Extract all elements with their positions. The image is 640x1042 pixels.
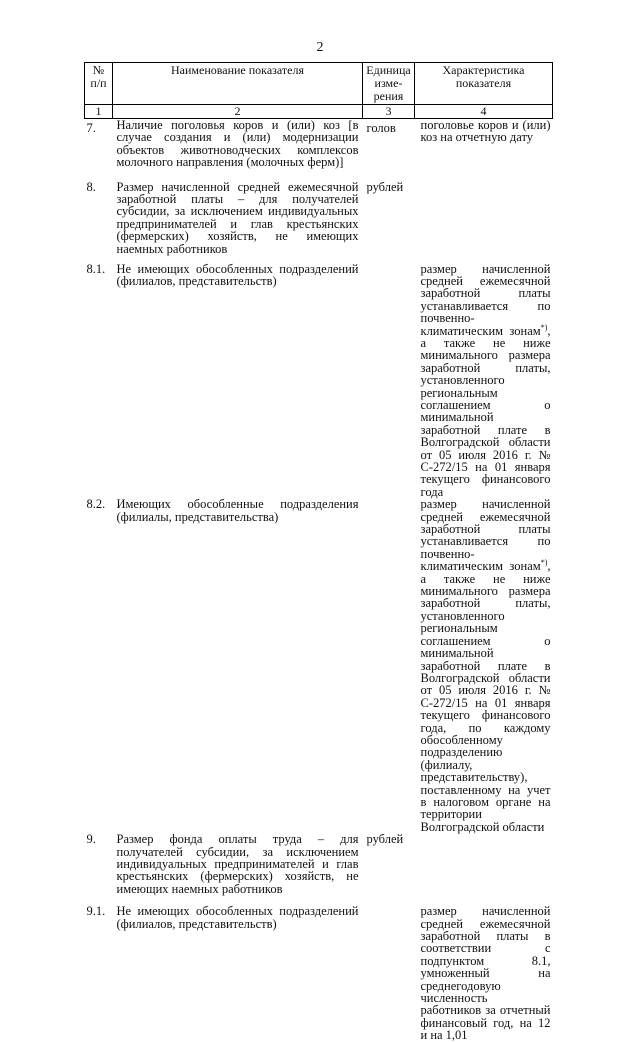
indicators-table: [84, 62, 553, 1042]
indicator-description: размер начисленной средней ежемесячной заработной платы в соответствии с подпунктом 8.1, умноженный на среднегодовую численность работников за отчетный финансовый год, на 12 и на 1,01: [420, 904, 551, 1042]
table-row: [85, 181, 553, 263]
indicator-unit: рублей: [366, 832, 404, 847]
table-row: [85, 263, 553, 499]
table-header: [85, 63, 553, 119]
header-unit: Единица изме- рения: [363, 63, 415, 105]
indicator-unit: рублей: [366, 179, 404, 194]
row-number: 9.1.: [86, 904, 106, 919]
description-text: , а также не ниже минимального размера заработной платы, установленного региональным соглашением о минимальной заработной плате в Волгоградской области от 05 июля 2016 г. № С-272/15 на 01 января текущего финансового года: [420, 323, 551, 499]
row-number: 8.: [86, 179, 96, 194]
page-number: 2: [316, 40, 324, 55]
indicator-unit: [363, 498, 415, 833]
table-row: [85, 498, 553, 833]
indicator-name: Не имеющих обособленных подразделений (филиалов, представительств): [116, 261, 359, 288]
description-text: размер начисленной средней ежемесячной заработной платы устанавливается по почвенно-климатическим зонам: [420, 261, 551, 338]
column-number: 2: [113, 105, 363, 119]
table-row: [85, 905, 553, 1041]
header-num: № п/п: [85, 63, 113, 105]
row-number: 9.: [86, 832, 96, 847]
indicator-name: Имеющих обособленные подразделения (филиалы, представительства): [116, 497, 359, 524]
column-number: 1: [85, 105, 113, 119]
table-row: [85, 833, 553, 905]
indicator-name: Размер начисленной средней ежемесячной заработной платы – для получателей субсидии, за исключением индивидуальных предпринимателей и глав крестьянских (фермерских) хозяйств, не имеющих наемных работников: [116, 179, 359, 256]
indicator-description: [415, 181, 553, 263]
indicator-description: [415, 833, 553, 905]
column-number: 4: [415, 105, 553, 119]
row-number: 8.2.: [86, 497, 106, 512]
indicator-description: поголовье коров и (или) коз на отчетную дату: [420, 118, 551, 145]
indicator-unit: [363, 263, 415, 499]
header-desc: Характеристика показателя: [415, 63, 553, 105]
header-name: Наименование показателя: [113, 63, 363, 105]
column-number: 3: [363, 105, 415, 119]
indicator-unit: голов: [366, 121, 396, 135]
indicator-description: [415, 263, 553, 499]
indicator-name: Не имеющих обособленных подразделений (филиалов, представительств): [116, 904, 359, 931]
indicator-name: Размер фонда оплаты труда – для получателей субсидии, за исключением индивидуальных предпринимателей и глав крестьянских (фермерских) хозяйств, не имеющих наемных работников: [116, 832, 359, 896]
description-text: размер начисленной средней ежемесячной заработной платы устанавливается по почвенно-климатическим зонам: [420, 497, 551, 574]
column-number-row: [85, 105, 553, 119]
description-text: , а также не ниже минимального размера заработной платы, установленного региональным соглашением о минимальной заработной плате в Волгоградской области от 05 июля 2016 г. № С-272/15 на 01 января текущего финансового года, по каждому обособленному подразделению (филиалу, представительству), поставленному на учет в налоговом органе на территории Волгоградской области: [420, 559, 551, 834]
row-number: 7.: [86, 121, 96, 135]
indicator-description: [415, 498, 553, 833]
footnote-mark: *): [540, 558, 548, 568]
footnote-mark: *): [540, 322, 548, 332]
indicator-name: Наличие поголовья коров и (или) коз [в случае создания и (или) модернизации объектов животноводческих комплексов молочного направления (молочных ферм)]: [116, 118, 359, 170]
table-row: [85, 119, 553, 181]
indicator-unit: [363, 905, 415, 1041]
row-number: 8.1.: [86, 261, 106, 276]
